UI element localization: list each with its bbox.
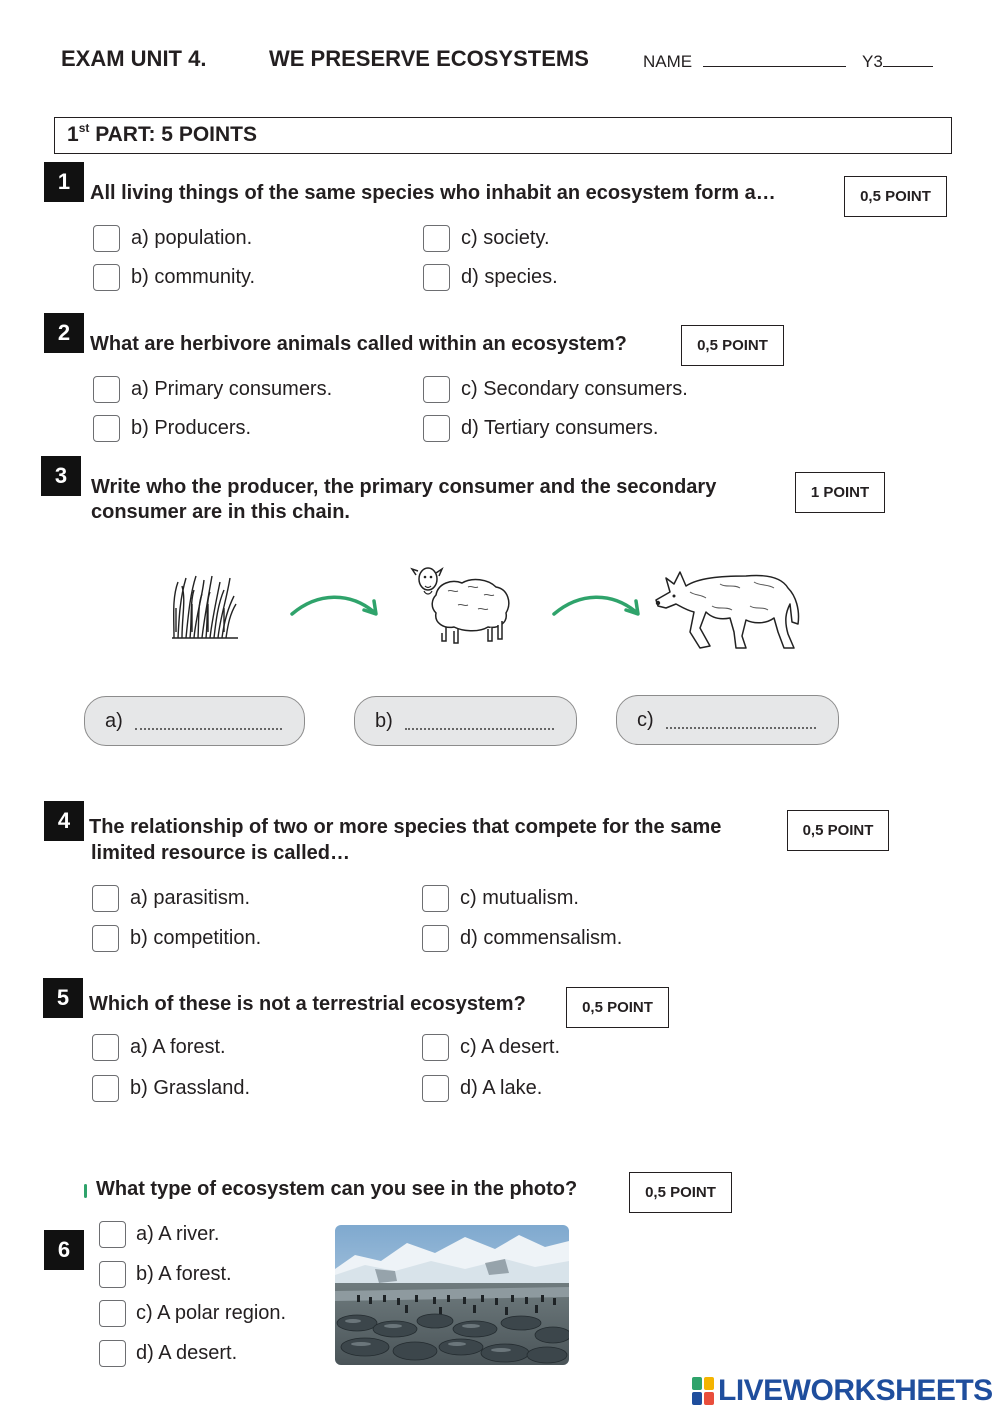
checkbox[interactable] (99, 1340, 126, 1367)
option-item[interactable] (423, 264, 558, 291)
checkbox[interactable] (422, 1034, 449, 1061)
answer-blank[interactable] (405, 720, 554, 730)
option-label: c) A desert. (460, 1036, 561, 1058)
option-label: a) Primary consumers. (131, 378, 333, 400)
answer-label: a) (105, 709, 123, 732)
checkbox[interactable] (423, 264, 450, 291)
option-label: d) species. (461, 266, 558, 288)
points-badge: 0,5 POINT (844, 176, 947, 217)
sheep-icon (408, 565, 514, 645)
option-item[interactable] (422, 1075, 542, 1102)
option-item[interactable] (92, 885, 250, 912)
option-label: a) A river. (136, 1223, 220, 1245)
answer-field-secondary-consumer[interactable] (616, 695, 839, 745)
arrow-right-icon (288, 590, 384, 620)
checkbox[interactable] (99, 1261, 126, 1288)
option-label: c) A polar region. (136, 1302, 287, 1324)
liveworksheets-logo (692, 1374, 993, 1408)
option-label: b) community. (131, 266, 256, 288)
checkbox[interactable] (423, 376, 450, 403)
part-ordinal: st (78, 121, 90, 135)
option-item[interactable] (92, 1034, 226, 1061)
option-item[interactable] (92, 1075, 250, 1102)
question-text-line2: consumer are in this chain. (91, 501, 350, 523)
option-label: a) population. (131, 227, 253, 249)
option-label: d) Tertiary consumers. (461, 417, 659, 439)
option-item[interactable] (93, 415, 251, 442)
checkbox[interactable] (93, 264, 120, 291)
option-item[interactable] (99, 1261, 232, 1288)
option-item[interactable] (99, 1300, 286, 1327)
part-number: 1 (67, 123, 79, 146)
option-label: d) commensalism. (460, 927, 623, 949)
wolf-icon (650, 562, 805, 654)
question-text: Which of these is not a terrestrial ecosystem? (89, 993, 526, 1015)
answer-blank[interactable] (666, 719, 816, 729)
option-item[interactable] (422, 925, 622, 952)
option-item[interactable] (93, 264, 255, 291)
question-text: What are herbivore animals called within an ecosystem? (90, 333, 627, 355)
question-text-line2: limited resource is called… (91, 842, 350, 864)
option-label: b) competition. (130, 927, 262, 949)
green-mark (84, 1184, 87, 1198)
option-item[interactable] (99, 1221, 219, 1248)
class-label: Y3 (862, 52, 883, 71)
question-text-line1: The relationship of two or more species that compete for the same (89, 816, 722, 838)
part-header (54, 117, 952, 154)
polar-beach-photo (335, 1225, 569, 1365)
checkbox[interactable] (93, 225, 120, 252)
option-item[interactable] (423, 225, 550, 252)
question-number: 4 (44, 801, 84, 841)
question-number: 6 (44, 1230, 84, 1270)
points-badge: 1 POINT (795, 472, 885, 513)
logo-icon (692, 1377, 714, 1405)
exam-unit: EXAM UNIT 4. (61, 46, 207, 71)
checkbox[interactable] (423, 225, 450, 252)
option-label: d) A lake. (460, 1077, 543, 1099)
option-label: a) parasitism. (130, 887, 251, 909)
option-item[interactable] (423, 376, 688, 403)
question-text: All living things of the same species who inhabit an ecosystem form a… (90, 182, 776, 204)
option-item[interactable] (99, 1340, 237, 1367)
checkbox[interactable] (93, 376, 120, 403)
checkbox[interactable] (92, 1034, 119, 1061)
option-label: d) A desert. (136, 1342, 238, 1364)
question-number: 1 (44, 162, 84, 202)
grass-icon (168, 568, 242, 642)
name-field[interactable] (643, 52, 846, 72)
question-number: 3 (41, 456, 81, 496)
brand-name: LIVEWORKSHEETS (718, 1374, 993, 1407)
option-label: b) A forest. (136, 1263, 232, 1285)
checkbox[interactable] (93, 415, 120, 442)
option-item[interactable] (93, 225, 252, 252)
answer-field-producer[interactable] (84, 696, 305, 746)
option-item[interactable] (423, 415, 658, 442)
checkbox[interactable] (99, 1300, 126, 1327)
checkbox[interactable] (92, 925, 119, 952)
checkbox[interactable] (422, 925, 449, 952)
arrow-right-icon (550, 590, 646, 620)
checkbox[interactable] (92, 885, 119, 912)
points-badge: 0,5 POINT (787, 810, 889, 851)
answer-label: b) (375, 709, 393, 732)
class-field[interactable] (862, 52, 933, 72)
part-label: PART: 5 POINTS (89, 123, 257, 146)
answer-label: c) (637, 708, 654, 731)
answer-blank[interactable] (135, 720, 282, 730)
option-item[interactable] (93, 376, 332, 403)
page-title: WE PRESERVE ECOSYSTEMS (269, 46, 589, 71)
checkbox[interactable] (422, 1075, 449, 1102)
checkbox[interactable] (99, 1221, 126, 1248)
option-label: c) society. (461, 227, 550, 249)
option-item[interactable] (92, 925, 261, 952)
name-blank[interactable] (703, 66, 846, 67)
checkbox[interactable] (422, 885, 449, 912)
option-item[interactable] (422, 1034, 560, 1061)
option-item[interactable] (422, 885, 579, 912)
question-text: What type of ecosystem can you see in the photo? (96, 1178, 578, 1200)
question-text-line1: Write who the producer, the primary consumer and the secondary (91, 476, 717, 498)
option-label: b) Producers. (131, 417, 252, 439)
points-badge: 0,5 POINT (681, 325, 784, 366)
checkbox[interactable] (423, 415, 450, 442)
points-badge: 0,5 POINT (566, 987, 669, 1028)
checkbox[interactable] (92, 1075, 119, 1102)
points-badge: 0,5 POINT (629, 1172, 732, 1213)
option-label: a) A forest. (130, 1036, 226, 1058)
question-number: 5 (43, 978, 83, 1018)
option-label: b) Grassland. (130, 1077, 251, 1099)
class-blank[interactable] (883, 66, 933, 67)
name-label: NAME (643, 52, 693, 71)
option-label: c) Secondary consumers. (461, 378, 688, 400)
answer-field-primary-consumer[interactable] (354, 696, 577, 746)
option-label: c) mutualism. (460, 887, 579, 909)
question-number: 2 (44, 313, 84, 353)
